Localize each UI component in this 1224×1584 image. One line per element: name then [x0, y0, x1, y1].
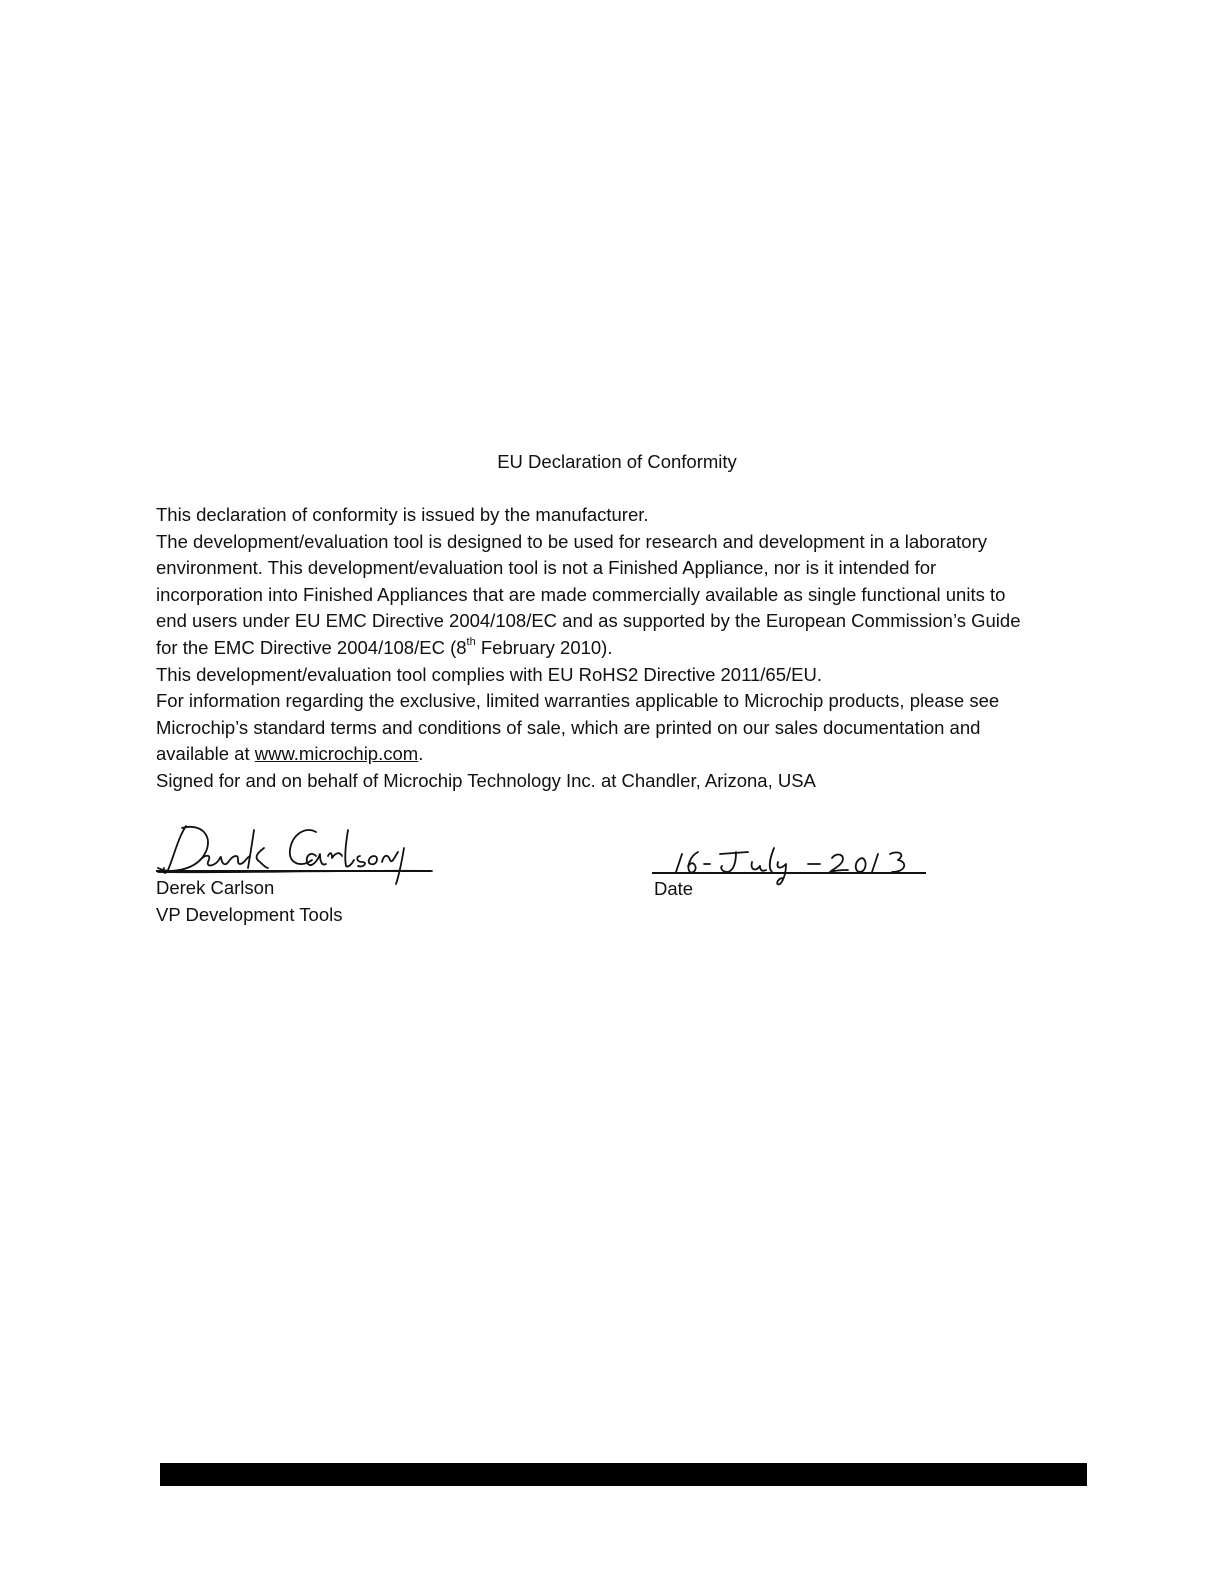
warranty-line-3-text: available at — [156, 743, 255, 765]
intended-use-line-4: end users under EU EMC Directive 2004/108/EC and as supported by the European Commission’s Guide — [156, 610, 1021, 632]
rohs-compliance-statement: This development/evaluation tool complies with EU RoHS2 Directive 2011/65/EU. — [156, 663, 822, 685]
handwritten-date — [652, 838, 932, 890]
signed-on-behalf-statement: Signed for and on behalf of Microchip Technology Inc. at Chandler, Arizona, USA — [156, 769, 816, 791]
ordinal-superscript: th — [466, 635, 476, 648]
date-line — [652, 872, 926, 874]
manufacturer-statement: This declaration of conformity is issued by the manufacturer. — [156, 504, 649, 525]
intended-use-line-5-end: February 2010). — [475, 636, 613, 658]
document-title: EU Declaration of Conformity — [497, 451, 737, 472]
intended-use-line-5 — [156, 635, 1096, 662]
intended-use-line-2: environment. This development/evaluation tool is not a Finished Appliance, nor is it intended for — [156, 557, 937, 579]
warranty-line-3 — [156, 741, 1096, 768]
signer-position: VP Development Tools — [156, 904, 343, 925]
signer-name: Derek Carlson — [156, 877, 275, 898]
signature-line — [156, 870, 431, 872]
warranty-line-3-end: . — [418, 743, 424, 765]
intended-use-line-3: incorporation into Finished Appliances that are made commercially available as single functional units to — [156, 583, 1006, 605]
intended-use-line-1: The development/evaluation tool is designed to be used for research and development in a laboratory — [156, 530, 987, 552]
microchip-website-link[interactable]: www.microchip.com — [254, 743, 419, 765]
date-label: Date — [654, 878, 694, 899]
intended-use-line-5-text: for the EMC Directive 2004/108/EC (8 — [156, 636, 467, 658]
warranty-line-1: For information regarding the exclusive, limited warranties applicable to Microchip products, please see — [156, 690, 1000, 712]
warranty-line-2: Microchip’s standard terms and conditions of sale, which are printed on our sales documentation and — [156, 716, 981, 738]
footer-bar — [160, 1463, 1087, 1486]
declaration-body — [156, 502, 1096, 795]
